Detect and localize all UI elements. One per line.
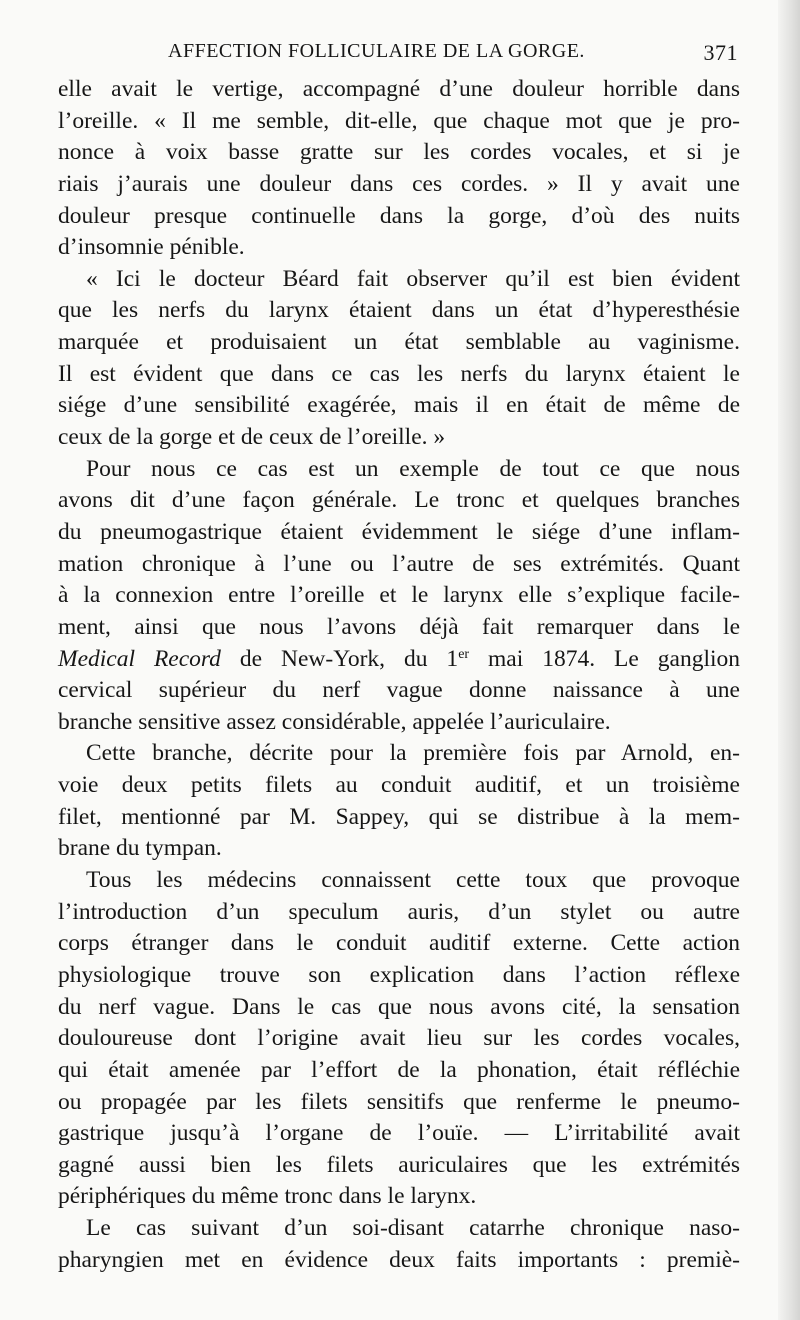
text-line: l’introduction d’un speculum auris, d’un stylet ou autre [58, 898, 740, 925]
text-line: à la connexion entre l’oreille et le larynx elle s’explique facile- [58, 582, 740, 609]
text-line: gastrique jusqu’à l’organe de l’ouïe. — L’irritabilité avait [58, 1120, 740, 1147]
text-line: Cette branche, décrite pour la première fois par Arnold, en- [86, 740, 740, 767]
text-line: Il est évident que dans ce cas les nerfs du larynx étaient le [58, 360, 740, 387]
body-text [58, 74, 740, 1276]
text-line: ment, ainsi que nous l’avons déjà fait remarquer dans le [58, 613, 740, 640]
text-line: branche sensitive assez considérable, appelée l’auriculaire. [58, 708, 611, 735]
text-line: corps étranger dans le conduit auditif externe. Cette action [58, 930, 740, 957]
text-line: gagné aussi bien les filets auriculaires que les extrémités [58, 1151, 740, 1178]
text-line: périphériques du même tronc dans le larynx. [58, 1183, 477, 1210]
citation-text: de New-York, du 1 [220, 645, 459, 672]
journal-title: Medical Record [58, 645, 221, 672]
text-line: nonce à voix basse gratte sur les cordes vocales, et si je [58, 139, 740, 166]
text-line: qui était amenée par l’effort de la phonation, était réfléchie [58, 1056, 740, 1083]
text-line: mation chronique à l’une ou l’autre de ses extrémités. Quant [58, 550, 740, 577]
text-line: marquée et produisaient un état semblable au vaginisme. [58, 329, 740, 356]
text-line: pharyngien met en évidence deux faits importants : premiè- [58, 1246, 740, 1273]
text-line: que les nerfs du larynx étaient dans un état d’hyperesthésie [58, 297, 740, 324]
text-line: siége d’une sensibilité exagérée, mais il en était de même de [58, 392, 740, 419]
text-line: ceux de la gorge et de ceux de l’oreille. » [58, 424, 446, 451]
text-line: Le cas suivant d’un soi-disant catarrhe chronique naso- [86, 1215, 740, 1242]
text-line: du pneumogastrique étaient évidemment le siége d’une inflam- [58, 518, 740, 545]
text-line: elle avait le vertige, accompagné d’une douleur horrible dans [58, 76, 740, 102]
text-line: avons dit d’une façon générale. Le tronc et quelques branches [58, 487, 740, 514]
ordinal-superscript: er [458, 646, 470, 662]
text-line: voie deux petits filets au conduit auditif, et un troisième [58, 772, 740, 799]
text-line: Tous les médecins connaissent cette toux que provoque [86, 867, 740, 894]
text-line: Pour nous ce cas est un exemple de tout ce que nous [86, 455, 740, 482]
text-line: « Ici le docteur Béard fait observer qu’il est bien évident [86, 265, 740, 292]
text-line: du nerf vague. Dans le cas que nous avons cité, la sensation [58, 993, 740, 1020]
text-line: l’oreille. « Il me semble, dit-elle, que chaque mot que je pro- [58, 107, 740, 134]
text-line: d’insomnie pénible. [58, 234, 245, 261]
text-line: douleur presque continuelle dans la gorge, d’où des nuits [58, 202, 740, 229]
text-line-citation [58, 644, 740, 676]
citation-text-end: mai 1874. Le ganglion [469, 645, 741, 672]
page-header [58, 36, 740, 70]
text-line: ou propagée par les filets sensitifs que renferme le pneumo- [58, 1088, 740, 1115]
text-line: filet, mentionné par M. Sappey, qui se distribue à la mem- [58, 803, 740, 830]
text-line: riais j’aurais une douleur dans ces cordes. » Il y avait une [58, 170, 740, 197]
page-number: 371 [703, 40, 738, 65]
text-line: cervical supérieur du nerf vague donne naissance à une [58, 677, 740, 704]
running-title: AFFECTION FOLLICULAIRE DE LA GORGE. [168, 40, 585, 62]
page-edge-shadow [778, 0, 800, 1320]
text-line: douloureuse dont l’origine avait lieu sur les cordes vocales, [58, 1025, 740, 1052]
text-line: brane du tympan. [58, 835, 222, 862]
text-line: physiologique trouve son explication dans l’action réflexe [58, 961, 740, 988]
